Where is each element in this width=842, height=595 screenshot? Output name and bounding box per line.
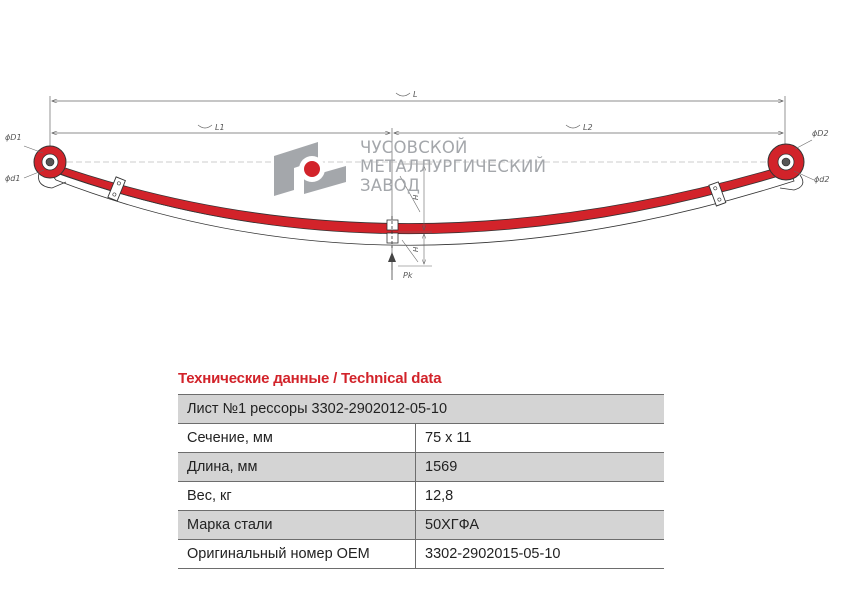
row-label: Вес, кг <box>178 482 416 511</box>
table-row <box>178 511 664 540</box>
row-label: Длина, мм <box>178 453 416 482</box>
technical-data-table <box>178 394 664 569</box>
dimension-l-label: L <box>413 90 418 99</box>
row-value: 3302-2902015-05-10 <box>416 540 665 569</box>
dimension-d2-inner-label: ϕd2 <box>814 175 830 184</box>
logo-line-1: ЧУСОВСКОЙ <box>360 138 468 157</box>
logo-mark <box>274 138 350 198</box>
dimension-l1-label: L1 <box>215 123 225 132</box>
dimension-h-lower-label: H <box>412 246 420 252</box>
dimension-h-label: H <box>412 194 420 200</box>
logo-text <box>360 138 546 195</box>
table-row <box>178 540 664 569</box>
company-logo <box>274 138 574 200</box>
table-row <box>178 453 664 482</box>
row-value: 1569 <box>416 453 665 482</box>
logo-line-2: МЕТАЛЛУРГИЧЕСКИЙ <box>360 157 547 176</box>
table-row <box>178 424 664 453</box>
dimension-l2-label: L2 <box>583 123 593 132</box>
row-value: 75 x 11 <box>416 424 665 453</box>
table-header-row <box>178 395 664 424</box>
load-label: Pk <box>403 271 413 280</box>
technical-data-title: Технические данные / Technical data <box>178 370 442 387</box>
row-label: Марка стали <box>178 511 416 540</box>
row-value: 12,8 <box>416 482 665 511</box>
row-label: Сечение, мм <box>178 424 416 453</box>
logo-line-3: ЗАВОД <box>360 176 421 195</box>
dimension-d1-outer-label: ϕD1 <box>5 133 22 142</box>
table-header-cell: Лист №1 рессоры 3302-2902012-05-10 <box>178 395 664 424</box>
load-arrow <box>388 252 396 280</box>
dimension-d2-outer-label: ϕD2 <box>812 129 829 138</box>
table-row <box>178 482 664 511</box>
row-value: 50ХГФА <box>416 511 665 540</box>
dimension-d1-inner-label: ϕd1 <box>5 174 21 183</box>
row-label: Оригинальный номер OEM <box>178 540 416 569</box>
